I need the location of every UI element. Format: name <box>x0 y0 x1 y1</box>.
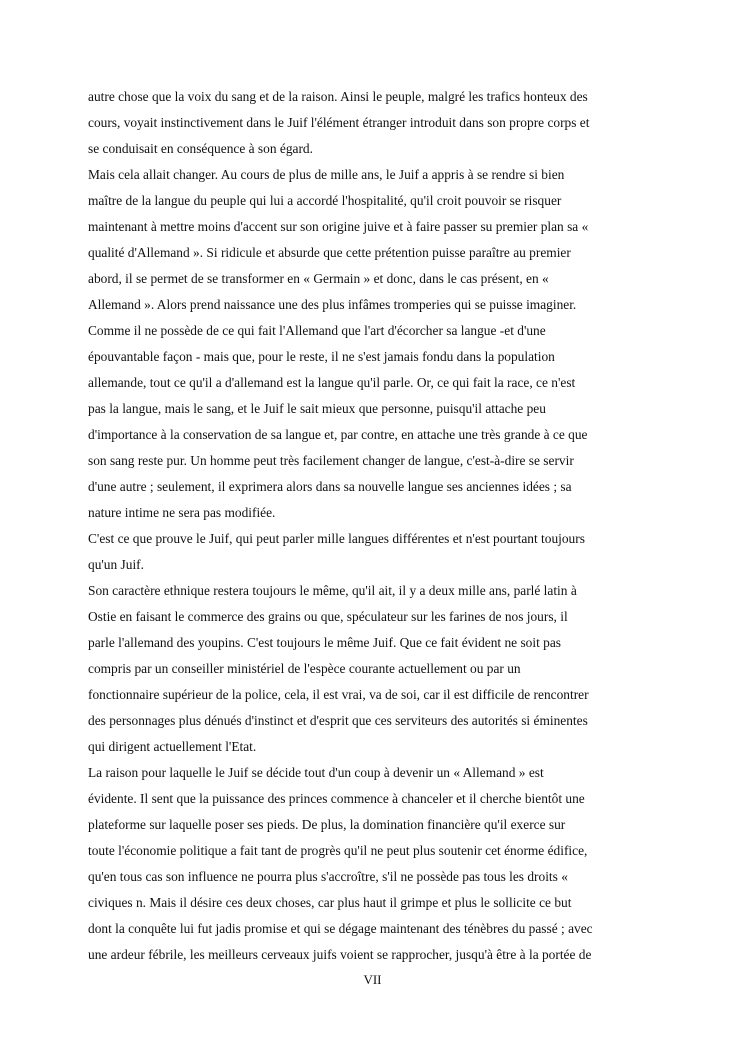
text-line: nature intime ne sera pas modifiée. <box>88 505 276 520</box>
text-line: une ardeur fébrile, les meilleurs cerveaux juifs voient se rapprocher, jusqu'à être à la portée de <box>88 947 592 962</box>
text-line: C'est ce que prouve le Juif, qui peut parler mille langues différentes et n'est pourtant toujours <box>88 531 585 546</box>
text-line: maintenant à mettre moins d'accent sur son origine juive et à faire passer su premier plan sa « <box>88 219 589 234</box>
text-line: qu'un Juif. <box>88 557 144 572</box>
text-line: Ostie en faisant le commerce des grains ou que, spéculateur sur les farines de nos jours, il <box>88 609 568 624</box>
text-line: dont la conquête lui fut jadis promise et qui se dégage maintenant des ténèbres du passé ; avec <box>88 921 593 936</box>
text-line: d'importance à la conservation de sa langue et, par contre, en attache une très grande à ce que <box>88 427 588 442</box>
text-line: qualité d'Allemand ». Si ridicule et absurde que cette prétention puisse paraître au premier <box>88 245 571 260</box>
text-line: Comme il ne possède de ce qui fait l'Allemand que l'art d'écorcher sa langue -et d'une <box>88 323 546 338</box>
text-line: plateforme sur laquelle poser ses pieds. De plus, la domination financière qu'il exerce sur <box>88 817 566 832</box>
text-line: toute l'économie politique a fait tant de progrès qu'il ne peut plus soutenir cet énorme édifice, <box>88 843 588 858</box>
text-line: cours, voyait instinctivement dans le Juif l'élément étranger introduit dans son propre corps et <box>88 115 590 130</box>
text-line: évidente. Il sent que la puissance des princes commence à chanceler et il cherche bientôt une <box>88 791 585 806</box>
text-line: qu'en tous cas son influence ne pourra plus s'accroître, s'il ne possède pas tous les droits « <box>88 869 568 884</box>
text-line: Son caractère ethnique restera toujours le même, qu'il ait, il y a deux mille ans, parlé latin à <box>88 583 577 598</box>
text-line: son sang reste pur. Un homme peut très facilement changer de langue, c'est-à-dire se servir <box>88 453 574 468</box>
page-number: VII <box>363 972 382 987</box>
text-line: pas la langue, mais le sang, et le Juif le sait mieux que personne, puisqu'il attache peu <box>88 401 546 416</box>
text-line: parle l'allemand des youpins. C'est toujours le même Juif. Que ce fait évident ne soit pas <box>88 635 562 650</box>
body-text <box>88 84 668 968</box>
text-line: compris par un conseiller ministériel de l'espèce courante actuellement ou par un <box>88 661 521 676</box>
text-line: allemande, tout ce qu'il a d'allemand est la langue qu'il parle. Or, ce qui fait la race, ce n'est <box>88 375 576 390</box>
text-line: qui dirigent actuellement l'Etat. <box>88 739 257 754</box>
text-line: Mais cela allait changer. Au cours de plus de mille ans, le Juif a appris à se rendre si bien <box>88 167 565 182</box>
text-line: se conduisait en conséquence à son égard. <box>88 141 313 156</box>
text-line: Allemand ». Alors prend naissance une des plus infâmes tromperies qui se puisse imaginer. <box>88 297 577 312</box>
text-line: abord, il se permet de se transformer en « Germain » et donc, dans le cas présent, en « <box>88 271 549 286</box>
text-line: d'une autre ; seulement, il exprimera alors dans sa nouvelle langue ses anciennes idées ; sa <box>88 479 572 494</box>
text-line: maître de la langue du peuple qui lui a accordé l'hospitalité, qu'il croit pouvoir se risquer <box>88 193 562 208</box>
text-line: La raison pour laquelle le Juif se décide tout d'un coup à devenir un « Allemand » est <box>88 765 544 780</box>
text-line: autre chose que la voix du sang et de la raison. Ainsi le peuple, malgré les trafics honteux des <box>88 89 588 104</box>
text-line: fonctionnaire supérieur de la police, cela, il est vrai, va de soi, car il est difficile de rencontrer <box>88 687 589 702</box>
text-line: des personnages plus dénués d'instinct et d'esprit que ces serviteurs des autorités si éminentes <box>88 713 588 728</box>
text-line: épouvantable façon - mais que, pour le reste, il ne s'est jamais fondu dans la population <box>88 349 555 364</box>
text-line: civiques n. Mais il désire ces deux choses, car plus haut il grimpe et plus le sollicite ce but <box>88 895 572 910</box>
